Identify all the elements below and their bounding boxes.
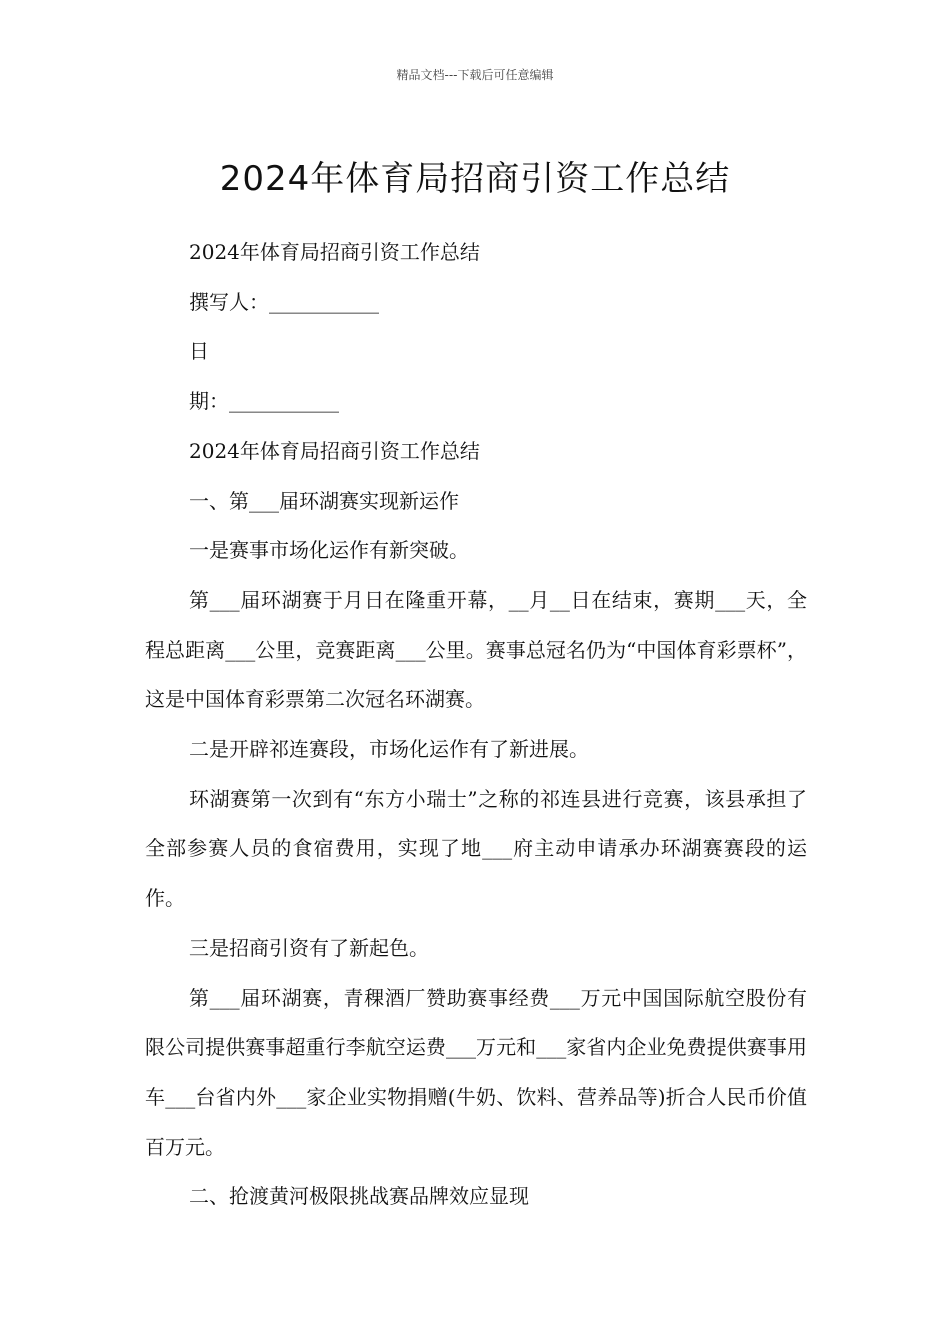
paragraph-subtitle: 2024年体育局招商引资工作总结 [189, 438, 480, 463]
sub-heading-1: 一是赛事市场化运作有新突破。 [189, 538, 469, 563]
paragraph-date-line: 期：___________ [189, 389, 339, 414]
page-header-note: 精品文档---下载后可任意编辑 [396, 68, 554, 82]
section-heading-2: 二、抢渡黄河极限挑战赛品牌效应显现 [189, 1184, 529, 1209]
paragraph-sponsorship: 第___届环湖赛，青稞酒厂赞助赛事经费___万元中国国际航空股份有限公司提供赛事超重行李航空运费___万元和___家省内企业免费提供赛事用车___台省内外___家企业实物捐赠(牛奶、饮料、营养品等)折合人民币价值百万元。 [145, 985, 807, 1159]
document-body [145, 228, 807, 1222]
sub-heading-3: 三是招商引资有了新起色。 [189, 935, 429, 960]
sub-heading-2: 二是开辟祁连赛段，市场化运作有了新进展。 [189, 737, 589, 762]
paragraph-qilian-stage: 环湖赛第一次到有“东方小瑞士”之称的祁连县进行竞赛，该县承担了全部参赛人员的食宿费用，实现了地___府主动申请承办环湖赛赛段的运作。 [145, 786, 807, 911]
section-heading-1: 一、第___届环湖赛实现新运作 [189, 488, 459, 513]
paragraph-repeat-title: 2024年体育局招商引资工作总结 [189, 240, 480, 264]
document-title: 2024年体育局招商引资工作总结 [219, 158, 731, 199]
paragraph-date-label-part1: 日 [189, 339, 209, 364]
paragraph-race-details: 第___届环湖赛于月日在隆重开幕，__月__日在结束，赛期___天，全程总距离___公里，竞赛距离___公里。赛事总冠名仍为“中国体育彩票杯”，这是中国体育彩票第二次冠名环湖赛。 [145, 587, 807, 712]
paragraph-author-line: 撰写人：___________ [189, 289, 379, 314]
